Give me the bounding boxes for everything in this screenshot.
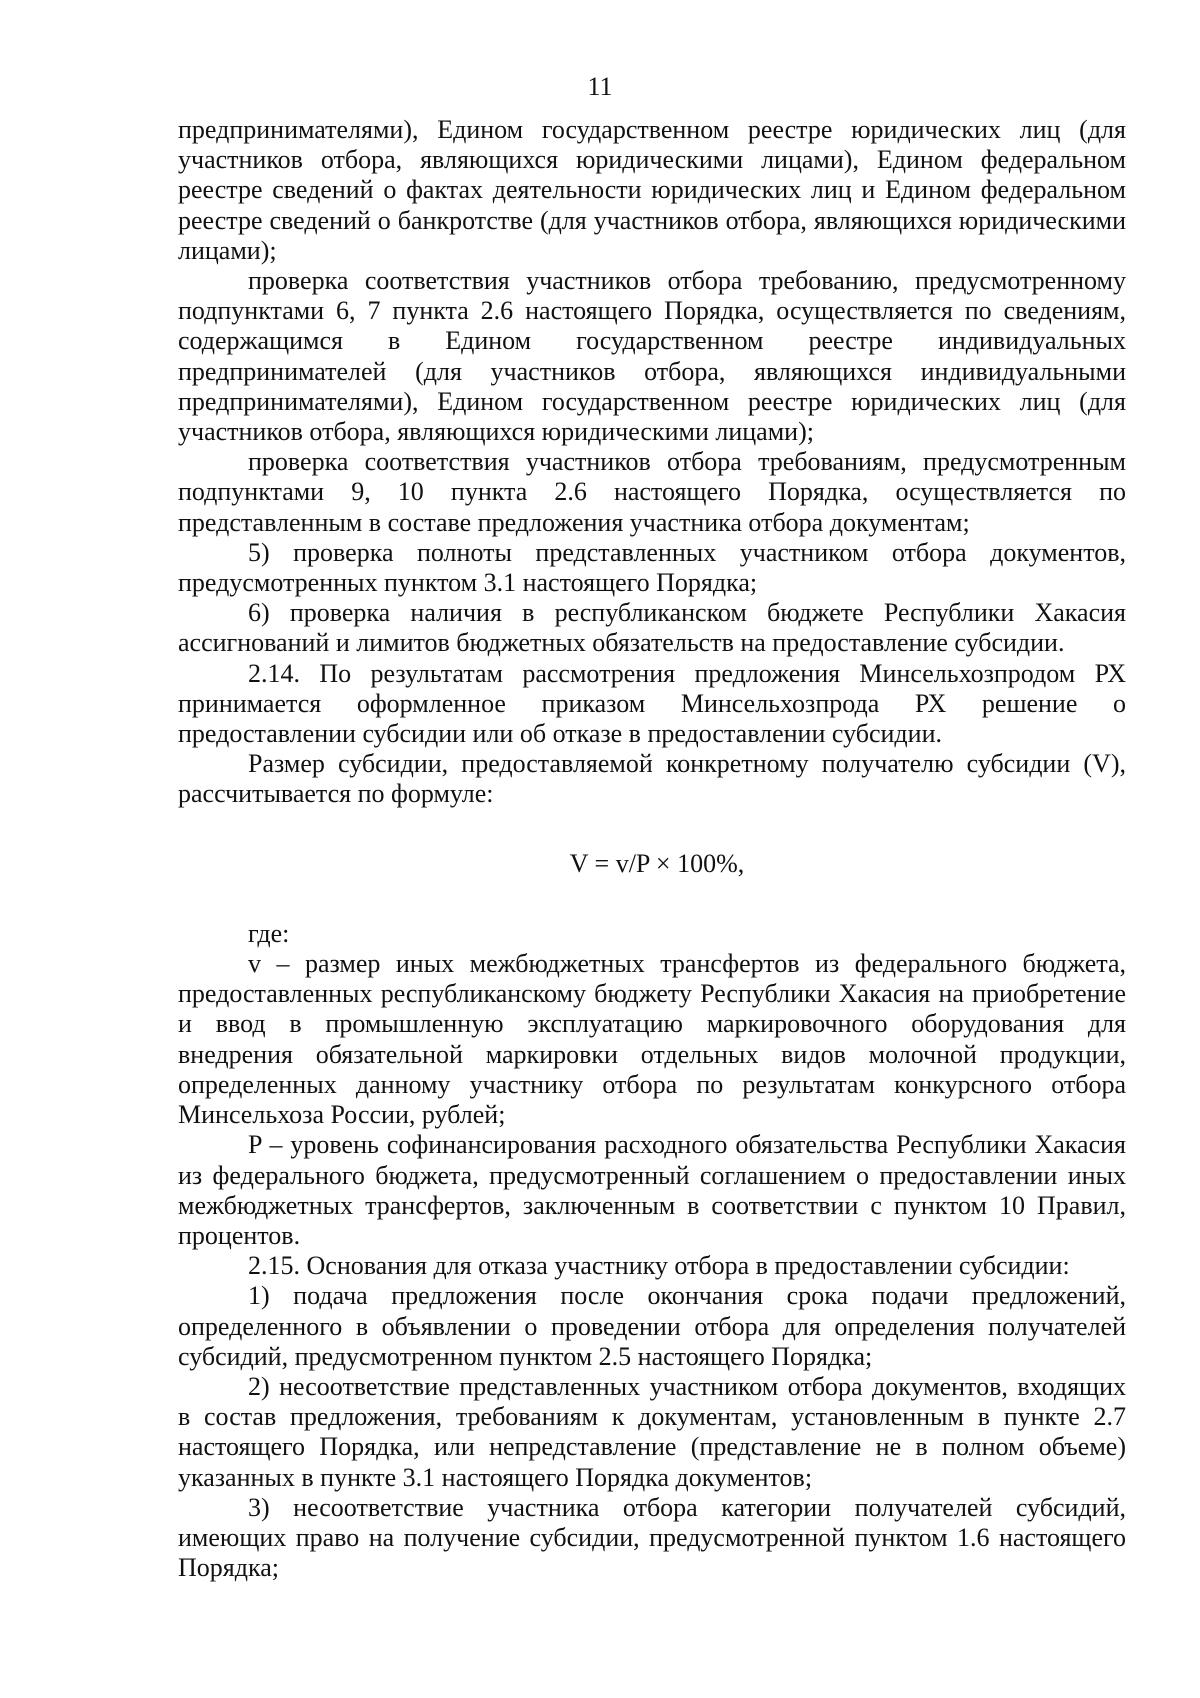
paragraph-where: где: bbox=[248, 918, 290, 948]
paragraph-2-14: 2.14. По результатам рассмотрения предложения Минсельхозпродом РХ принимается оформленное приказом Минсельхозпрода РХ решение о предоставлении субсидии или об отказе в предоставлении субсидии. bbox=[178, 658, 1126, 749]
paragraph-check-subpoints-9-10: проверка соответствия участников отбора требованиям, предусмотренным подпунктами 9, 10 пункта 2.6 настоящего Порядка, осуществляется по представленным в составе предложения участника отбора документам; bbox=[178, 447, 1126, 537]
paragraph-refusal-2: 2) несоответствие представленных участником отбора документов, входящих в состав предложения, требованиям к документам, установленным в пункте 2.7 настоящего Порядка, или непредставление (представление не в полном объеме) указанных в пункте 3.1 настоящего Порядка документов; bbox=[178, 1371, 1126, 1492]
paragraph-definition-p: P – уровень софинансирования расходного обязательства Республики Хакасия из федерального бюджета, предусмотренный соглашением о предоставлении иных межбюджетных трансфертов, заключенным в соответствии с пунктом 10 Правил, процентов. bbox=[178, 1130, 1126, 1250]
document-body bbox=[178, 115, 1126, 1583]
formula: V = v/P × 100%, bbox=[569, 848, 745, 878]
paragraph-item-5: 5) проверка полноты представленных участником отбора документов, предусмотренных пунктом 3.1 настоящего Порядка; bbox=[178, 537, 1126, 598]
paragraph-2-15: 2.15. Основания для отказа участнику отбора в предоставлении субсидии: bbox=[248, 1251, 1070, 1281]
paragraph-item-6: 6) проверка наличия в республиканском бюджете Республики Хакасия ассигнований и лимитов бюджетных обязательств на предоставление субсидии. bbox=[178, 598, 1126, 658]
paragraph-registry-continuation: предпринимателями), Едином государственном реестре юридических лиц (для участников отбора, являющихся юридическими лицами), Едином федеральном реестре сведений о фактах деятельности юридических лиц и Едином федеральном реестре сведений о банкротстве (для участников отбора, являющихся юридическими лицами); bbox=[178, 115, 1126, 265]
paragraph-refusal-1: 1) подача предложения после окончания срока подачи предложений, определенного в объявлении о проведении отбора для определения получателей субсидий, предусмотренном пунктом 2.5 настоящего Порядка; bbox=[178, 1281, 1126, 1371]
paragraph-subsidy-size: Размер субсидии, предоставляемой конкретному получателю субсидии (V), рассчитывается по формуле: bbox=[178, 749, 1126, 809]
paragraph-definition-v: v – размер иных межбюджетных трансфертов из федерального бюджета, предоставленных республиканскому бюджету Республики Хакасия на приобретение и ввод в промышленную эксплуатацию маркировочного оборудования для внедрения обязательной маркировки отдельных видов молочной продукции, определенных данному участнику отбора по результатам конкурсного отбора Минсельхоза России, рублей; bbox=[178, 949, 1126, 1130]
paragraph-check-subpoints-6-7: проверка соответствия участников отбора требованию, предусмотренному подпунктами 6, 7 пункта 2.6 настоящего Порядка, осуществляется по сведениям, содержащимся в Едином государственном реестре индивидуальных предпринимателей (для участников отбора, являющихся индивидуальными предпринимателями), Едином государственном реестре юридических лиц (для участников отбора, являющихся юридическими лицами); bbox=[178, 266, 1126, 447]
paragraph-refusal-3: 3) несоответствие участника отбора категории получателей субсидий, имеющих право на получение субсидии, предусмотренной пунктом 1.6 настоящего Порядка; bbox=[178, 1492, 1126, 1583]
page-number: 11 bbox=[587, 72, 613, 101]
